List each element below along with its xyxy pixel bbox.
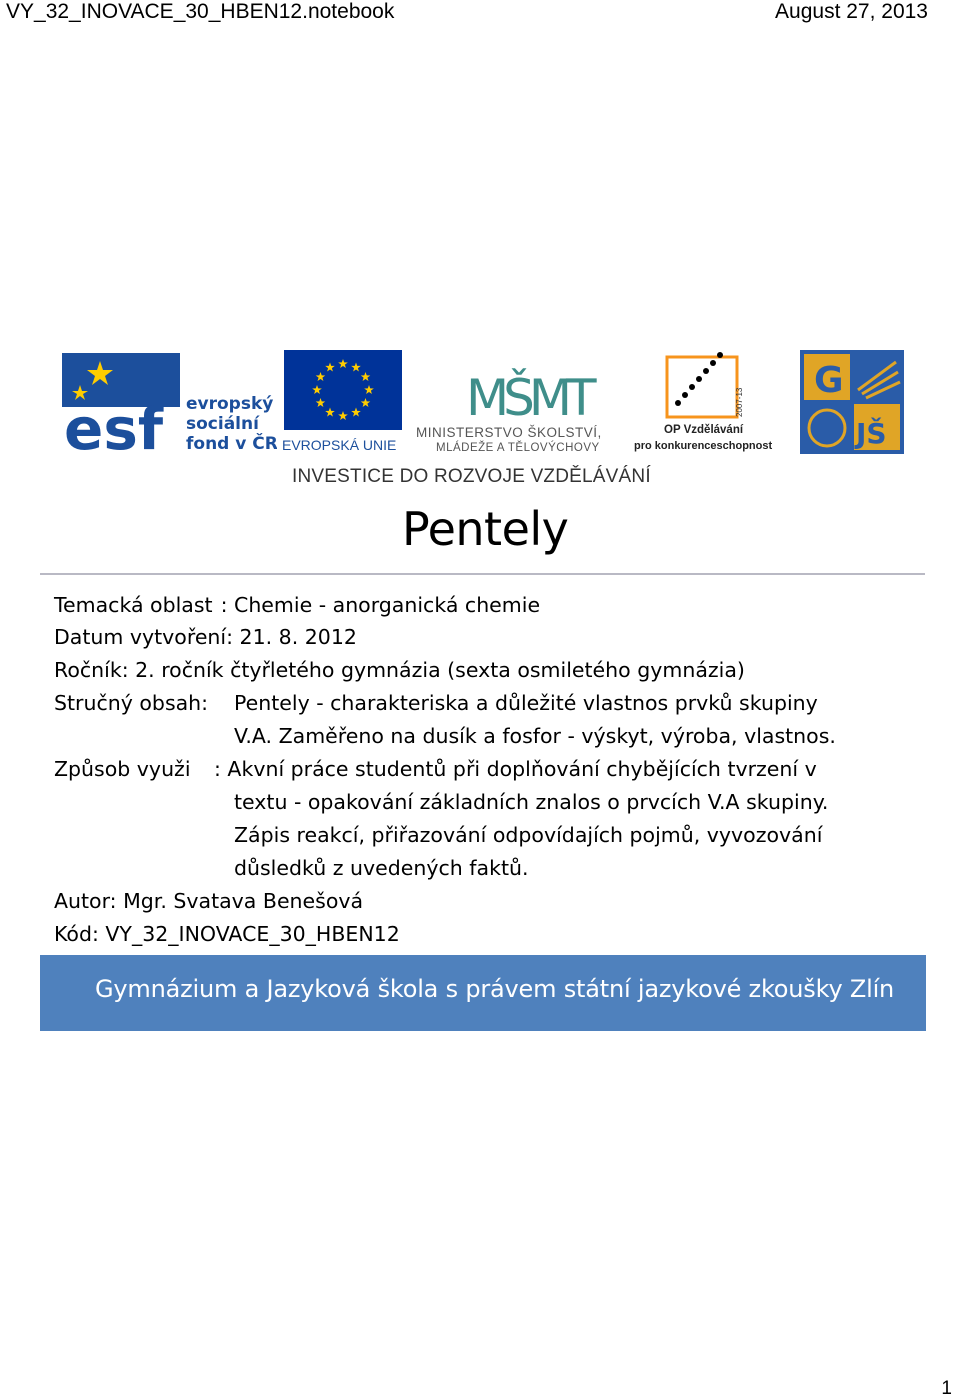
info-datum	[54, 622, 357, 652]
gjs-logo	[800, 350, 904, 454]
investice-slogan: INVESTICE DO ROZVOJE VZDĚLÁVÁNÍ	[292, 466, 651, 487]
op-vzdelavani-logo	[632, 345, 782, 455]
rocnik-label: Ročník:	[54, 658, 129, 682]
zpusob-line-4: důsledků z uvedených faktů.	[234, 856, 529, 880]
obsah-line-2: V.A. Zaměřeno na dusík a fosfor - výskyt, výroba, vlastnos.	[234, 724, 836, 748]
svg-text:evropský: evropský	[186, 394, 274, 414]
datum-label: Datum vytvoření:	[54, 625, 234, 649]
info-oblast	[54, 590, 540, 620]
svg-text:pro konkurenceschopnost: pro konkurenceschopnost	[634, 440, 773, 452]
svg-text:MLÁDEŽE A TĚLOVÝCHOVY: MLÁDEŽE A TĚLOVÝCHOVY	[436, 442, 600, 454]
page-number: 1	[941, 1378, 952, 1399]
eu-flag	[282, 350, 407, 455]
svg-text:G: G	[814, 360, 844, 401]
gjs-mark	[800, 350, 904, 454]
info-zpusob-label: Způsob využi	[54, 757, 191, 781]
page-title: Pentely	[402, 502, 569, 556]
zpusob-line-1: : Akvní práce studentů při doplňování chybějících tvrzení v	[214, 757, 817, 781]
svg-text:MŠMT: MŠMT	[466, 369, 591, 427]
esf-logo	[62, 345, 277, 455]
document-filename: VY_32_INOVACE_30_HBEN12.notebook	[6, 0, 395, 23]
info-kod: Kód: VY_32_INOVACE_30_HBEN12	[54, 922, 400, 946]
logo-strip	[62, 345, 904, 460]
document-date: August 27, 2013	[775, 0, 928, 23]
op-mark	[632, 345, 782, 455]
msmt-mark	[414, 345, 629, 455]
info-rocnik	[54, 655, 745, 685]
oblast-label: Temacká oblast	[54, 593, 213, 617]
msmt-logo	[414, 345, 629, 455]
title-divider	[40, 573, 925, 575]
obsah-line-1: Pentely - charakteriska a důležité vlastnos prvků skupiny	[234, 691, 818, 715]
svg-text:JŠ: JŠ	[856, 417, 887, 450]
svg-text:sociální: sociální	[186, 414, 259, 434]
svg-text:MINISTERSTVO ŠKOLSTVÍ,: MINISTERSTVO ŠKOLSTVÍ,	[416, 425, 602, 440]
datum-value: 21. 8. 2012	[233, 625, 357, 649]
svg-text:2007-13: 2007-13	[735, 387, 744, 417]
svg-text:OP Vzdělávání: OP Vzdělávání	[664, 424, 744, 436]
svg-text:fond v ČR: fond v ČR	[186, 434, 277, 454]
school-banner	[40, 955, 926, 1031]
info-obsah-label: Stručný obsah:	[54, 691, 209, 715]
zpusob-line-2: textu - opakování základních znalos o prvcích V.A skupiny.	[234, 790, 829, 814]
school-name: Gymnázium a Jazyková škola s právem státní jazykové zkoušky Zlín	[95, 975, 895, 1003]
rocnik-value: 2. ročník čtyřletého gymnázia (sexta osmiletého gymnázia)	[128, 658, 745, 682]
oblast-value: : Chemie - anorganická chemie	[220, 593, 541, 617]
eu-logo	[282, 350, 407, 455]
zpusob-line-3: Zápis reakcí, přiřazování odpovídajích pojmů, vyvozování	[234, 823, 823, 847]
info-autor: Autor: Mgr. Svatava Benešová	[54, 889, 364, 913]
esf-mark	[62, 345, 277, 455]
esf-text: esf	[64, 395, 164, 455]
svg-text:EVROPSKÁ UNIE: EVROPSKÁ UNIE	[282, 437, 397, 453]
